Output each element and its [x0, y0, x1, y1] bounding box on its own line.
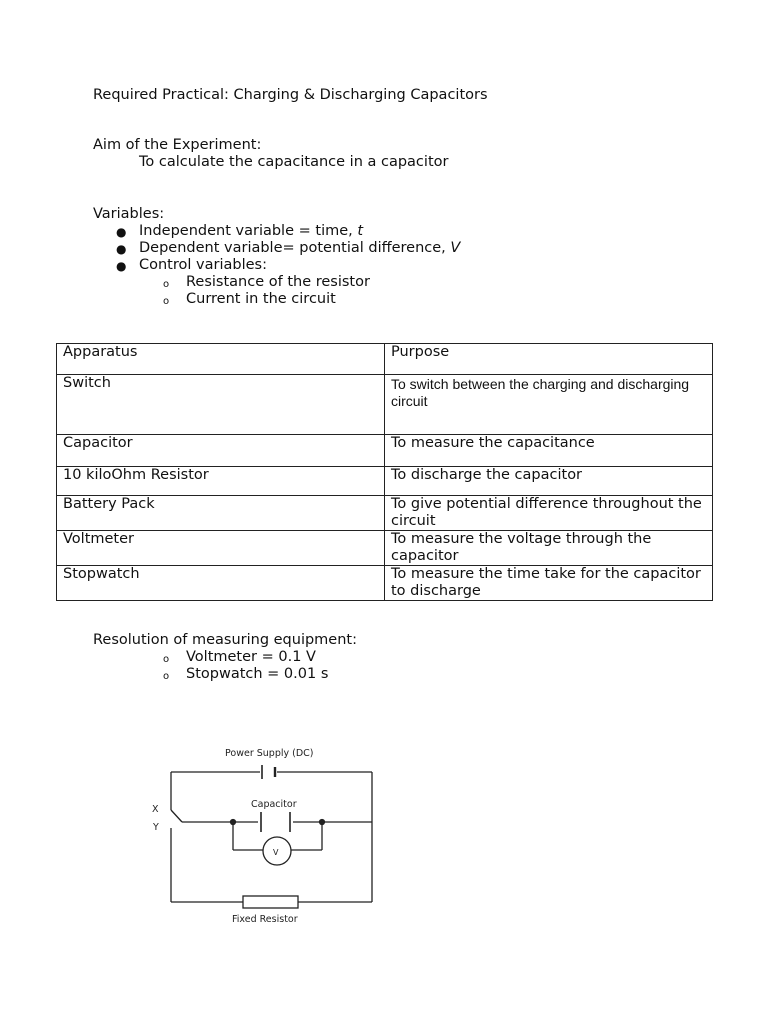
dependent-variable-symbol: V — [450, 240, 461, 256]
purpose-cell: To measure the voltage through the capacitor — [385, 531, 713, 566]
circle-bullet-icon: o — [163, 671, 170, 682]
control-variables-heading: Control variables: — [139, 257, 267, 273]
table-row — [57, 467, 713, 496]
table-row — [57, 531, 713, 566]
power-supply-icon — [262, 765, 275, 779]
independent-variable-symbol: t — [357, 223, 364, 239]
apparatus-cell: Switch — [57, 375, 385, 435]
purpose-header: Purpose — [385, 344, 713, 375]
aim-heading: Aim of the Experiment: — [93, 137, 262, 153]
variables-heading: Variables: — [93, 206, 165, 222]
purpose-cell: To measure the capacitance — [385, 435, 713, 467]
apparatus-cell: Stopwatch — [57, 566, 385, 601]
resolution-heading: Resolution of measuring equipment: — [93, 632, 357, 648]
switch-x-label: X — [152, 804, 159, 815]
power-supply-label: Power Supply (DC) — [225, 748, 314, 759]
resolution-item: Stopwatch = 0.01 s — [186, 666, 329, 682]
dependent-variable-text: Dependent variable= potential difference, — [139, 240, 451, 256]
bullet-icon: ● — [116, 242, 127, 256]
switch-y-label: Y — [153, 822, 159, 833]
aim-text: To calculate the capacitance in a capacitor — [139, 154, 449, 170]
resistor-label: Fixed Resistor — [232, 914, 298, 925]
apparatus-header: Apparatus — [57, 344, 385, 375]
table-row — [57, 496, 713, 531]
table-row — [57, 375, 713, 435]
switch-icon — [171, 810, 182, 822]
purpose-cell: To measure the time take for the capacitor to discharge — [385, 566, 713, 601]
resistor-icon — [243, 896, 298, 908]
resolution-item: Voltmeter = 0.1 V — [186, 649, 316, 665]
control-variable-item: Current in the circuit — [186, 291, 336, 307]
apparatus-cell: Battery Pack — [57, 496, 385, 531]
table-header-row — [57, 344, 713, 375]
table-row — [57, 566, 713, 601]
capacitor-label: Capacitor — [251, 799, 297, 810]
dependent-variable — [139, 240, 460, 256]
independent-variable-text: Independent variable = time, — [139, 223, 358, 239]
circle-bullet-icon: o — [163, 296, 170, 307]
purpose-cell: To discharge the capacitor — [385, 467, 713, 496]
apparatus-table — [56, 343, 713, 601]
independent-variable — [139, 223, 363, 239]
circuit-diagram — [140, 740, 400, 930]
page-title: Required Practical: Charging & Discharging Capacitors — [93, 87, 488, 103]
circle-bullet-icon: o — [163, 279, 170, 290]
table-row — [57, 435, 713, 467]
apparatus-cell: Capacitor — [57, 435, 385, 467]
bullet-icon: ● — [116, 225, 127, 239]
bullet-icon: ● — [116, 259, 127, 273]
purpose-cell: To give potential difference throughout the circuit — [385, 496, 713, 531]
capacitor-icon — [261, 812, 290, 832]
apparatus-cell: 10 kiloOhm Resistor — [57, 467, 385, 496]
voltmeter-label: V — [273, 848, 279, 857]
control-variable-item: Resistance of the resistor — [186, 274, 370, 290]
circle-bullet-icon: o — [163, 654, 170, 665]
purpose-cell: To switch between the charging and discharging circuit — [385, 375, 713, 435]
apparatus-cell: Voltmeter — [57, 531, 385, 566]
